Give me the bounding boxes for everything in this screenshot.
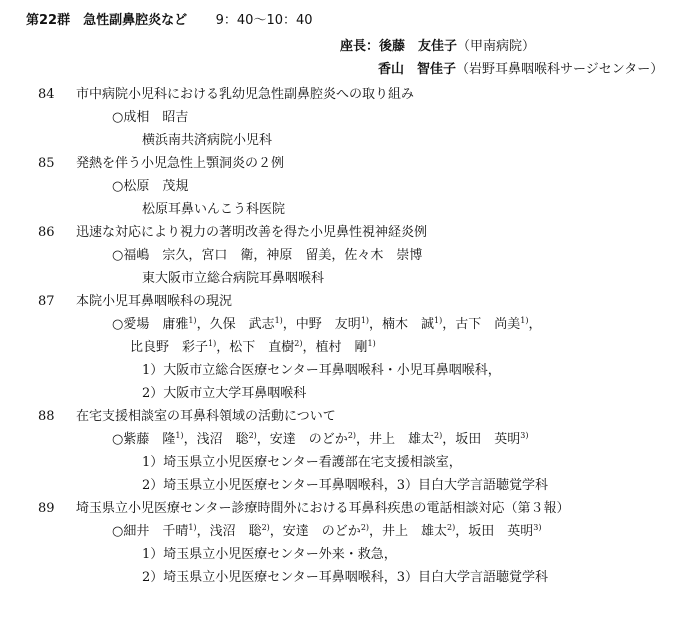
entry-86-title-row bbox=[38, 224, 427, 242]
affiliation-mark: 2) bbox=[434, 431, 443, 440]
entry-87-affiliation-1: 1）大阪市立総合医療センター耳鼻咽喉科・小児耳鼻咽喉科， bbox=[142, 363, 501, 378]
entry-88-authors bbox=[112, 431, 529, 449]
entry-89-authors bbox=[112, 523, 542, 541]
affiliation-mark: 2) bbox=[447, 523, 456, 532]
affiliation-mark: 1) bbox=[360, 316, 370, 325]
entry-87-authors-line-1 bbox=[112, 316, 542, 334]
entry-84-title-row bbox=[38, 86, 414, 104]
entry-88-affiliation-2: 2）埼玉県立小児医療センター耳鼻咽喉科，3）目白大学言語聴覚学科 bbox=[142, 478, 549, 493]
affiliation-mark: 1) bbox=[520, 316, 529, 325]
affiliation-mark: 1) bbox=[367, 339, 376, 348]
chair1-name: 後藤 友佳子 bbox=[379, 39, 458, 54]
session-header bbox=[26, 12, 313, 30]
author: ，井上 雄太 bbox=[356, 432, 435, 447]
chair2-name: 香山 智佳子 bbox=[378, 62, 457, 77]
affiliation-mark: 2) bbox=[360, 523, 370, 532]
chair-label: 座長： bbox=[340, 39, 380, 54]
entry-title: 本院小児耳鼻咽喉科の現況 bbox=[76, 294, 233, 309]
author: ，井上 雄太 bbox=[369, 524, 448, 539]
entry-86-authors: ○福嶋 宗久，宮口 衛，神原 留美，佐々木 崇博 bbox=[112, 248, 423, 263]
author: ，楠木 誠 bbox=[369, 317, 435, 332]
author: ○細井 千晴 bbox=[112, 524, 189, 539]
author: ，坂田 英明 bbox=[455, 524, 534, 539]
chair-line-2 bbox=[378, 61, 663, 79]
entry-number: 86 bbox=[38, 225, 55, 240]
entry-title: 発熱を伴う小児急性上顎洞炎の２例 bbox=[76, 156, 285, 171]
entry-number: 85 bbox=[38, 156, 55, 171]
entry-87-authors-line-2 bbox=[130, 339, 376, 357]
entry-85-title-row bbox=[38, 155, 284, 173]
separator: ， bbox=[528, 317, 542, 332]
affiliation-mark: 3) bbox=[520, 431, 529, 440]
entry-88-affiliation-1: 1）埼玉県立小児医療センター看護部在宅支援相談室， bbox=[142, 455, 462, 470]
entry-85-affiliation: 松原耳鼻いんこう科医院 bbox=[142, 202, 286, 217]
author: ○愛場 庸雅 bbox=[112, 317, 189, 332]
affiliation-mark: 1) bbox=[175, 431, 184, 440]
affiliation-mark: 2) bbox=[261, 523, 270, 532]
entry-89-affiliation-1: 1）埼玉県立小児医療センター外来・救急， bbox=[142, 547, 397, 562]
chair1-affiliation: （甲南病院） bbox=[457, 39, 536, 54]
affiliation-mark: 2) bbox=[347, 431, 357, 440]
entry-title: 迅速な対応により視力の著明改善を得た小児鼻性視神経炎例 bbox=[76, 225, 428, 240]
entry-85-authors: ○松原 茂規 bbox=[112, 179, 189, 194]
entry-88-title-row bbox=[38, 408, 336, 426]
entry-number: 89 bbox=[38, 501, 55, 516]
author: ，安達 のどか bbox=[256, 432, 348, 447]
affiliation-mark: 3) bbox=[533, 523, 542, 532]
entry-title: 埼玉県立小児医療センター診療時間外における耳鼻科疾患の電話相談対応（第３報） bbox=[76, 501, 570, 516]
author: ○紫藤 隆 bbox=[112, 432, 176, 447]
entry-number: 87 bbox=[38, 294, 55, 309]
entry-89-title-row bbox=[38, 500, 569, 518]
affiliation-mark: 2) bbox=[294, 339, 303, 348]
entry-87-title-row bbox=[38, 293, 232, 311]
author: ，坂田 英明 bbox=[442, 432, 521, 447]
entry-84-affiliation: 横浜南共済病院小児科 bbox=[142, 133, 273, 148]
author: ，中野 友明 bbox=[282, 317, 361, 332]
author: ，安達 のどか bbox=[269, 524, 361, 539]
author: 比良野 彩子 bbox=[130, 340, 209, 355]
entry-title: 市中病院小児科における乳幼児急性副鼻腔炎への取り組み bbox=[76, 87, 415, 102]
author: ，浅沼 聡 bbox=[183, 432, 249, 447]
author: ，松下 直樹 bbox=[216, 340, 295, 355]
affiliation-mark: 1) bbox=[274, 316, 283, 325]
author: ，植村 剛 bbox=[302, 340, 368, 355]
entry-number: 84 bbox=[38, 87, 55, 102]
author: ，浅沼 聡 bbox=[196, 524, 262, 539]
chair2-affiliation: （岩野耳鼻咽喉科サージセンター） bbox=[456, 62, 664, 77]
affiliation-mark: 1) bbox=[434, 316, 443, 325]
affiliation-mark: 1) bbox=[208, 339, 217, 348]
entry-89-affiliation-2: 2）埼玉県立小児医療センター耳鼻咽喉科，3）目白大学言語聴覚学科 bbox=[142, 570, 549, 585]
entry-84-authors: ○成相 昭吉 bbox=[112, 110, 189, 125]
author: ，古下 尚美 bbox=[442, 317, 521, 332]
entry-title: 在宅支援相談室の耳鼻科領域の活動について bbox=[76, 409, 336, 424]
affiliation-mark: 1) bbox=[188, 523, 197, 532]
session-time: 9：40〜10：40 bbox=[215, 13, 313, 28]
entry-86-affiliation: 東大阪市立総合病院耳鼻咽喉科 bbox=[142, 271, 325, 286]
author: ，久保 武志 bbox=[196, 317, 275, 332]
session-title: 第22群 急性副鼻腔炎など bbox=[26, 13, 188, 28]
affiliation-mark: 1) bbox=[188, 316, 197, 325]
entry-number: 88 bbox=[38, 409, 55, 424]
entry-87-affiliation-2: 2）大阪市立大学耳鼻咽喉科 bbox=[142, 386, 307, 401]
affiliation-mark: 2) bbox=[248, 431, 257, 440]
chair-line-1 bbox=[340, 38, 535, 56]
